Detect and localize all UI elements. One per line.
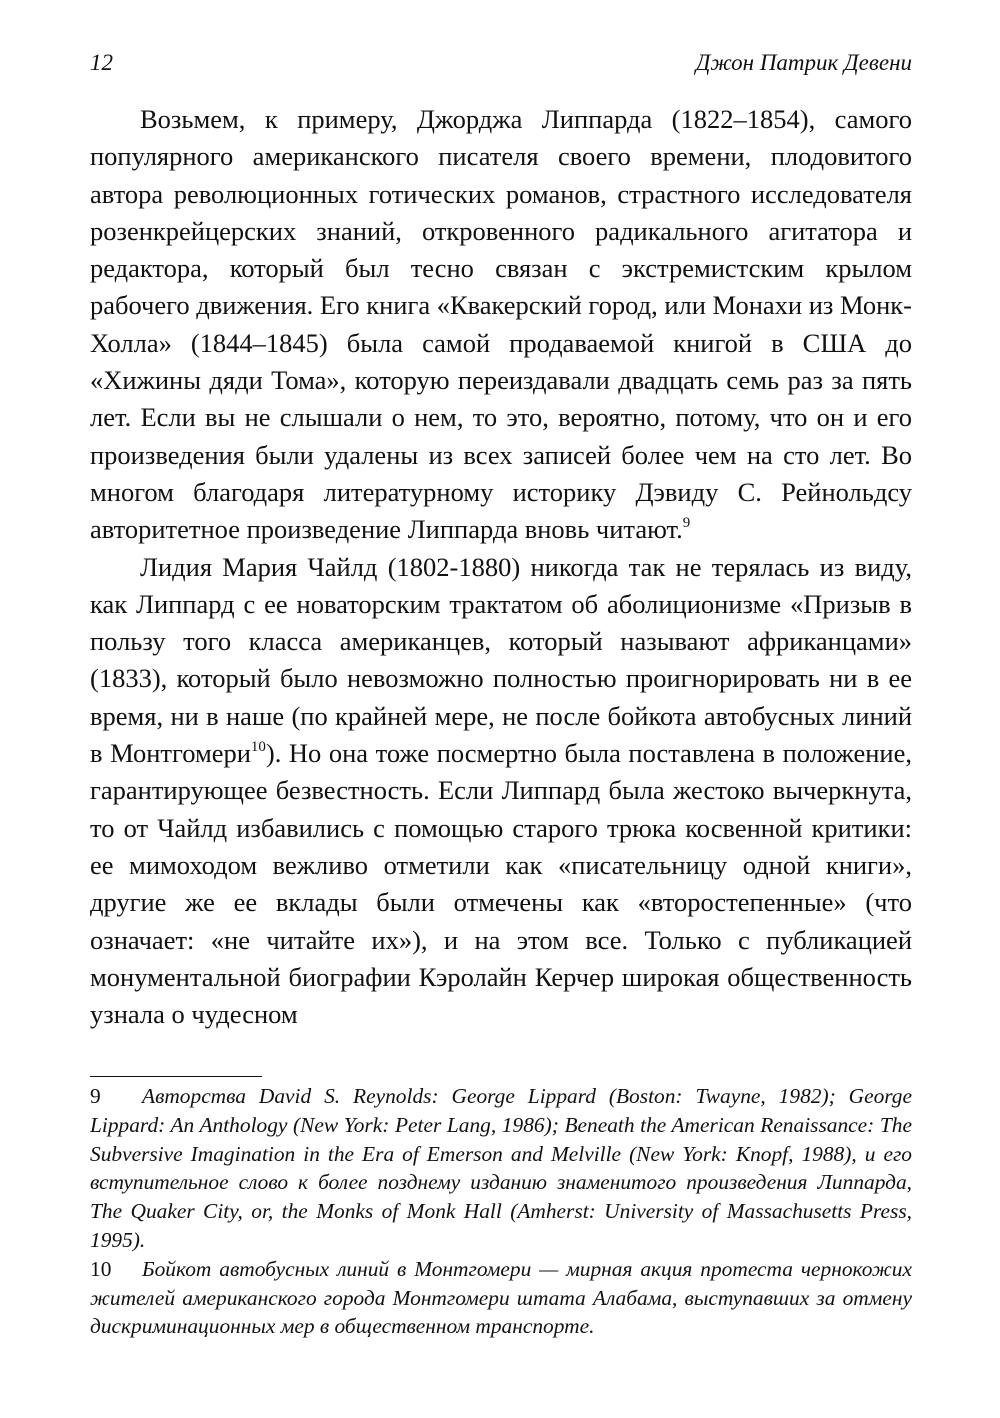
footnote-text: Авторства David S. Reynolds: George Lippard (Boston: Twayne, 1982); George Lippard: An Anthology (New York: Peter Lang, 1986); Beneath the American Renaissance: The Subversive Imagination in the Era of Emerson and Melville (New York: Knopf, 1988), и его вступительное слово к более позднему изданию знаменитого произведения Липпарда, The Quaker City, or, the Monks of Monk Hall (Amherst: University of Massachusetts Press, 1995). (90, 1084, 912, 1252)
footnote-ref-9: 9 (682, 515, 691, 532)
page-header (90, 46, 912, 80)
footnote-divider (90, 1076, 262, 1077)
footnote-text: Бойкот автобусных линий в Монтгомери — мирная акция протеста чернокожих жителей американского города Монтгомери штата Алабама, выступавших за отмену дискриминационных мер в общественном транспорте. (90, 1256, 912, 1339)
paragraph-text: ). Но она тоже посмертно была поставлена в положение, гарантирующее безвестность. Если Липпард была жестоко вычеркнута, то от Чайлд избавились с помощью старого трюка косвенной критики: ее мимоходом вежливо отметили как «писательницу одной книги», другие же ее вклады были отмечены как «второстепенные» (что означает: «не читайте их»), и на этом все. Только с публикацией монументальной биографии Кэролайн Керчер широкая общественность узнала о чудесном (90, 738, 912, 1030)
main-text (90, 101, 912, 1033)
footnote-ref-10: 10 (250, 739, 266, 756)
footnote-number: 10 (90, 1256, 112, 1281)
paragraph-child (90, 549, 912, 1034)
book-page (90, 0, 912, 1418)
footnote-9 (90, 1082, 912, 1255)
running-title: Джон Патрик Девени (695, 50, 912, 75)
footnote-number: 9 (90, 1084, 101, 1108)
page-number: 12 (90, 50, 113, 75)
paragraph-text: Возьмем, к примеру, Джорджа Липпарда (1822–1854), самого популярного американского писателя своего времени, плодовитого автора революционных готических романов, страстного исследователя розенкрейцерских знаний, откровенного радикального агитатора и редактора, который был тесно связан с экстремистским крылом рабочего движения. Его книга «Квакерский город, или Монахи из Монк-Холла» (1844–1845) была самой продаваемой книгой в США до «Хижины дяди Тома», которую переиздавали двадцать семь раз за пять лет. Если вы не слышали о нем, то это, вероятно, потому, что он и его произведения были удалены из всех записей более чем на сто лет. Во многом благодаря литературному историку Дэвиду С. Рейнольдсу авторитетное произведение Липпарда вновь читают. (90, 104, 913, 545)
footnotes (90, 1082, 912, 1341)
paragraph-text: Лидия Мария Чайлд (1802-1880) никогда так не терялась из виду, как Липпард с ее новаторским трактатом об аболиционизме «Призыв в пользу того класса американцев, который называют африканцами» (1833), который было невозможно полностью проигнорировать ни в ее время, ни в наше (по крайней мере, не после бойкота автобусных линий в Монтгомери (90, 551, 912, 769)
paragraph-lippard (90, 101, 912, 549)
footnote-10 (90, 1255, 912, 1341)
